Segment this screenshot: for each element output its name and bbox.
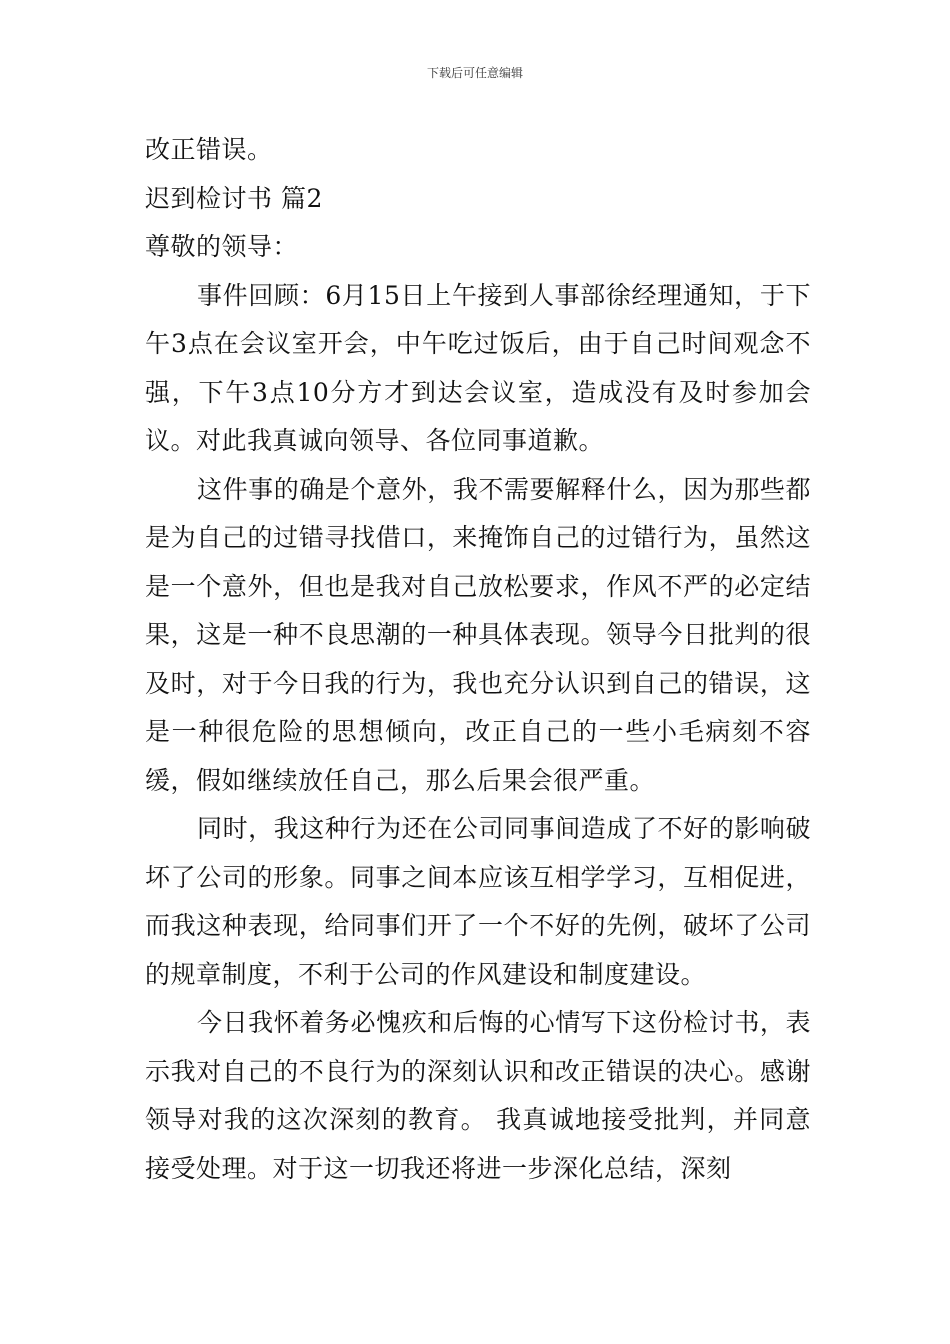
page-header-note: 下载后可任意编辑 xyxy=(426,66,523,80)
paragraph-impact: 同时，我这种行为还在公司同事间造成了不好的影响破坏了公司的形象。同事之间本应该互相学学习，互相促进，而我这种表现，给同事们开了一个不好的先例，破坏了公司的规章制度，不利于公司的作风建设和制度建设。 xyxy=(145,814,811,989)
salutation: 尊敬的领导： xyxy=(145,232,299,261)
document-body xyxy=(145,126,811,1193)
paragraph-reflection: 这件事的确是个意外，我不需要解释什么，因为那些都是为自己的过错寻找借口，来掩饰自己的过错行为，虽然这是一个意外，但也是我对自己放松要求，作风不严的必定结果，这是一种不良思潮的一种具体表现。领导今日批判的很及时，对于今日我的行为，我也充分认识到自己的错误，这是一种很危险的思想倾向，改正自己的一些小毛病刻不容缓，假如继续放任自己，那么后果会很严重。 xyxy=(145,474,811,795)
paragraph-resolution: 今日我怀着务必愧疚和后悔的心情写下这份检讨书，表示我对自己的不良行为的深刻认识和改正错误的决心。感谢领导对我的这次深刻的教育。 我真诚地接受批判，并同意接受处理。对于这一切我还将进一步深化总结，深刻 xyxy=(145,1008,811,1183)
paragraph-event-review: 事件回顾：6月15日上午接到人事部徐经理通知，于下午3点在会议室开会，中午吃过饭后，由于自己时间观念不强，下午3点10分方才到达会议室，造成没有及时参加会议。对此我真诚向领导、各位同事道歉。 xyxy=(145,280,811,455)
section-title: 迟到检讨书 篇2 xyxy=(145,183,323,213)
paragraph-continuation: 改正错误。 xyxy=(145,135,273,164)
